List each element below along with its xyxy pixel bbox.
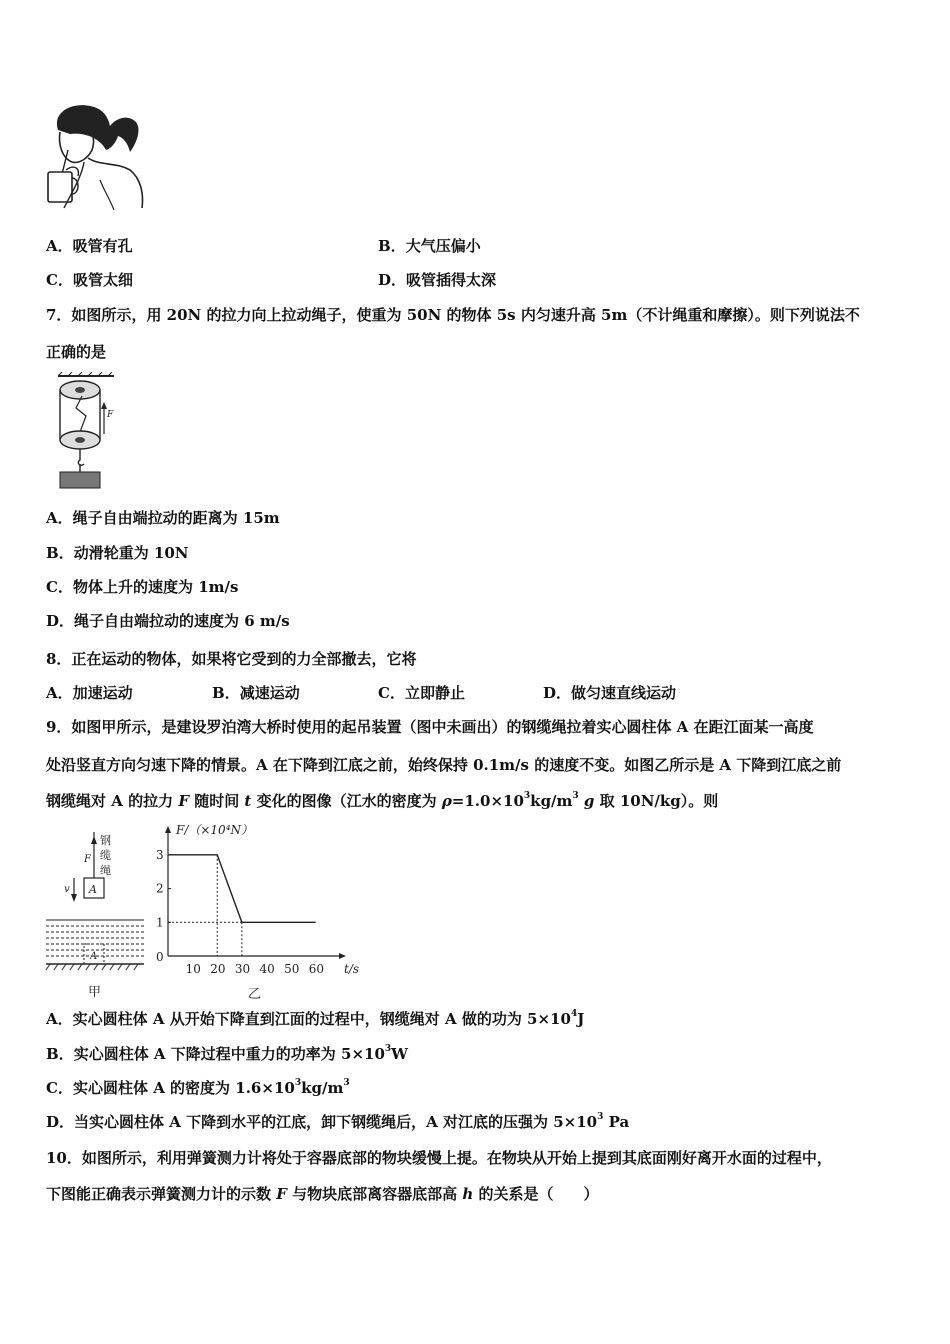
- q8-option-c: C．立即静止: [378, 684, 465, 702]
- x-axis-label: t/s: [344, 962, 360, 976]
- option-text: 吸管插得太深: [406, 271, 497, 289]
- option-key: B: [212, 684, 225, 702]
- option-key: C: [378, 684, 390, 702]
- option-key: A: [46, 509, 58, 527]
- option-text: 绳子自由端拉动的速度为 6 m/s: [74, 612, 290, 630]
- series-line-f: [168, 855, 316, 922]
- option-key: D: [46, 612, 60, 630]
- pulley-figure: [52, 372, 122, 490]
- option-text: 加速运动: [72, 684, 133, 702]
- option-text: 动滑轮重为 10N: [73, 544, 189, 562]
- q8-option-b: B．减速运动: [212, 684, 300, 702]
- option-text: 减速运动: [239, 684, 300, 702]
- girl-drinking-figure: [44, 100, 148, 212]
- q6-option-b: B．大气压偏小: [378, 237, 481, 255]
- x-tick-label: 40: [259, 962, 275, 976]
- svg-text:绳: 绳: [100, 864, 111, 877]
- option-text: 绳子自由端拉动的距离为 15m: [72, 509, 280, 527]
- svg-text:A: A: [90, 951, 98, 962]
- q7-option-a: A．绳子自由端拉动的距离为 15m: [46, 509, 280, 527]
- q7-option-b: B．动滑轮重为 10N: [46, 544, 189, 562]
- x-tick-label: 20: [210, 962, 226, 976]
- label-f: F: [84, 854, 91, 865]
- q9-option-b: B．实心圆柱体 A 下降过程中重力的功率为 $5\times 10^3W$: [46, 1044, 409, 1063]
- y-tick-label: 3: [156, 847, 164, 862]
- q8-stem: 8．正在运动的物体，如果将它受到的力全部撤去，它将: [46, 650, 417, 668]
- q7-stem-line-1: 7．如图所示，用 20N 的拉力向上拉动绳子，使重为 50N 的物体 5s 内匀速升高 5m（不计绳重和摩擦）。则下列说法不: [46, 306, 860, 324]
- q8-option-a: A．加速运动: [46, 684, 133, 702]
- q10-stem-line-2: 下图能正确表示弹簧测力计的示数 F 与物块底部离容器底部高 h 的关系是（ ）: [46, 1185, 599, 1203]
- option-text: 立即静止: [404, 684, 465, 702]
- y-tick-label: 2: [156, 881, 164, 896]
- option-text: 做匀速直线运动: [571, 684, 677, 702]
- option-key: C: [46, 578, 58, 596]
- svg-text:钢: 钢: [100, 834, 111, 847]
- x-axis-arrow: [339, 953, 346, 959]
- option-key: C: [46, 1079, 58, 1097]
- q6-option-d: D．吸管插得太深: [378, 271, 497, 289]
- label-f: F: [107, 410, 114, 420]
- svg-text:缆: 缆: [100, 849, 111, 862]
- option-key: A: [46, 237, 58, 255]
- x-tick-label: 50: [284, 962, 300, 976]
- option-text: 吸管太细: [72, 271, 133, 289]
- option-text: 大气压偏小: [405, 237, 481, 255]
- option-text: 吸管有孔: [72, 237, 133, 255]
- option-key: D: [543, 684, 557, 702]
- x-tick-label: 60: [308, 962, 324, 976]
- q9-option-d: D．当实心圆柱体 A 下降到水平的江底，卸下钢缆绳后，A 对江底的压强为 $5\times 10^3$ Pa: [46, 1112, 630, 1131]
- option-key: D: [378, 271, 392, 289]
- q9-option-a: A．实心圆柱体 A 从开始下降直到江面的过程中，钢缆绳对 A 做的功为 $5\times 10^4J$: [46, 1009, 585, 1028]
- y-axis-arrow: [165, 826, 171, 833]
- option-key: D: [46, 1113, 60, 1131]
- option-key: C: [46, 271, 58, 289]
- x-tick-label: 10: [185, 962, 201, 976]
- option-key: B: [378, 237, 391, 255]
- option-key: B: [46, 1045, 59, 1063]
- q9-option-c: C．实心圆柱体 A 的密度为 $1.6\times 10^3kg/m^3$: [46, 1078, 350, 1097]
- q7-stem-line-2: 正确的是: [46, 343, 107, 361]
- q9-stem-line-2: 处沿竖直方向匀速下降的情景。A 在下降到江底之前，始终保持 0.1m/s 的速度不变。如图乙所示是 A 下降到江底之前: [46, 756, 842, 774]
- q6-option-c: C．吸管太细: [46, 271, 133, 289]
- option-key: A: [46, 684, 58, 702]
- q9-stem-line-1: 9．如图甲所示，是建设罗泊湾大桥时使用的起吊装置（图中未画出）的钢缆绳拉着实心圆柱体 A 在距江面某一高度: [46, 718, 814, 736]
- option-key: B: [46, 544, 59, 562]
- q6-option-a: A．吸管有孔: [46, 237, 133, 255]
- q7-option-c: C．物体上升的速度为 1m/s: [46, 578, 239, 596]
- q10-stem-line-1: 10．如图所示，利用弹簧测力计将处于容器底部的物块缓慢上提。在物块从开始上提到其底面刚好离开水面的过程中，: [46, 1149, 832, 1167]
- option-key: A: [46, 1010, 58, 1028]
- figure-yi-caption: 乙: [248, 987, 262, 1002]
- y-tick-label: 1: [156, 915, 164, 930]
- option-text: 物体上升的速度为 1m/s: [72, 578, 239, 596]
- y-axis-label: F/（×10⁴N）: [176, 823, 254, 837]
- figure-jia-caption: 甲: [88, 985, 102, 1000]
- svg-text:v: v: [64, 884, 70, 895]
- figure-jia: [44, 826, 154, 1002]
- block-a-label: A: [89, 883, 97, 896]
- figure-yi-chart: [150, 820, 370, 1002]
- q8-option-d: D．做匀速直线运动: [543, 684, 677, 702]
- q7-option-d: D．绳子自由端拉动的速度为 6 m/s: [46, 612, 290, 630]
- x-tick-label: 30: [234, 962, 251, 976]
- origin-label: 0: [156, 950, 164, 964]
- q9-stem-line-3: 钢缆绳对 A 的拉力 F 随时间 t 变化的图像（江水的密度为 $\rho=1.0\times 10^3kg/m^3$ g 取 10N/kg）。则: [46, 791, 719, 810]
